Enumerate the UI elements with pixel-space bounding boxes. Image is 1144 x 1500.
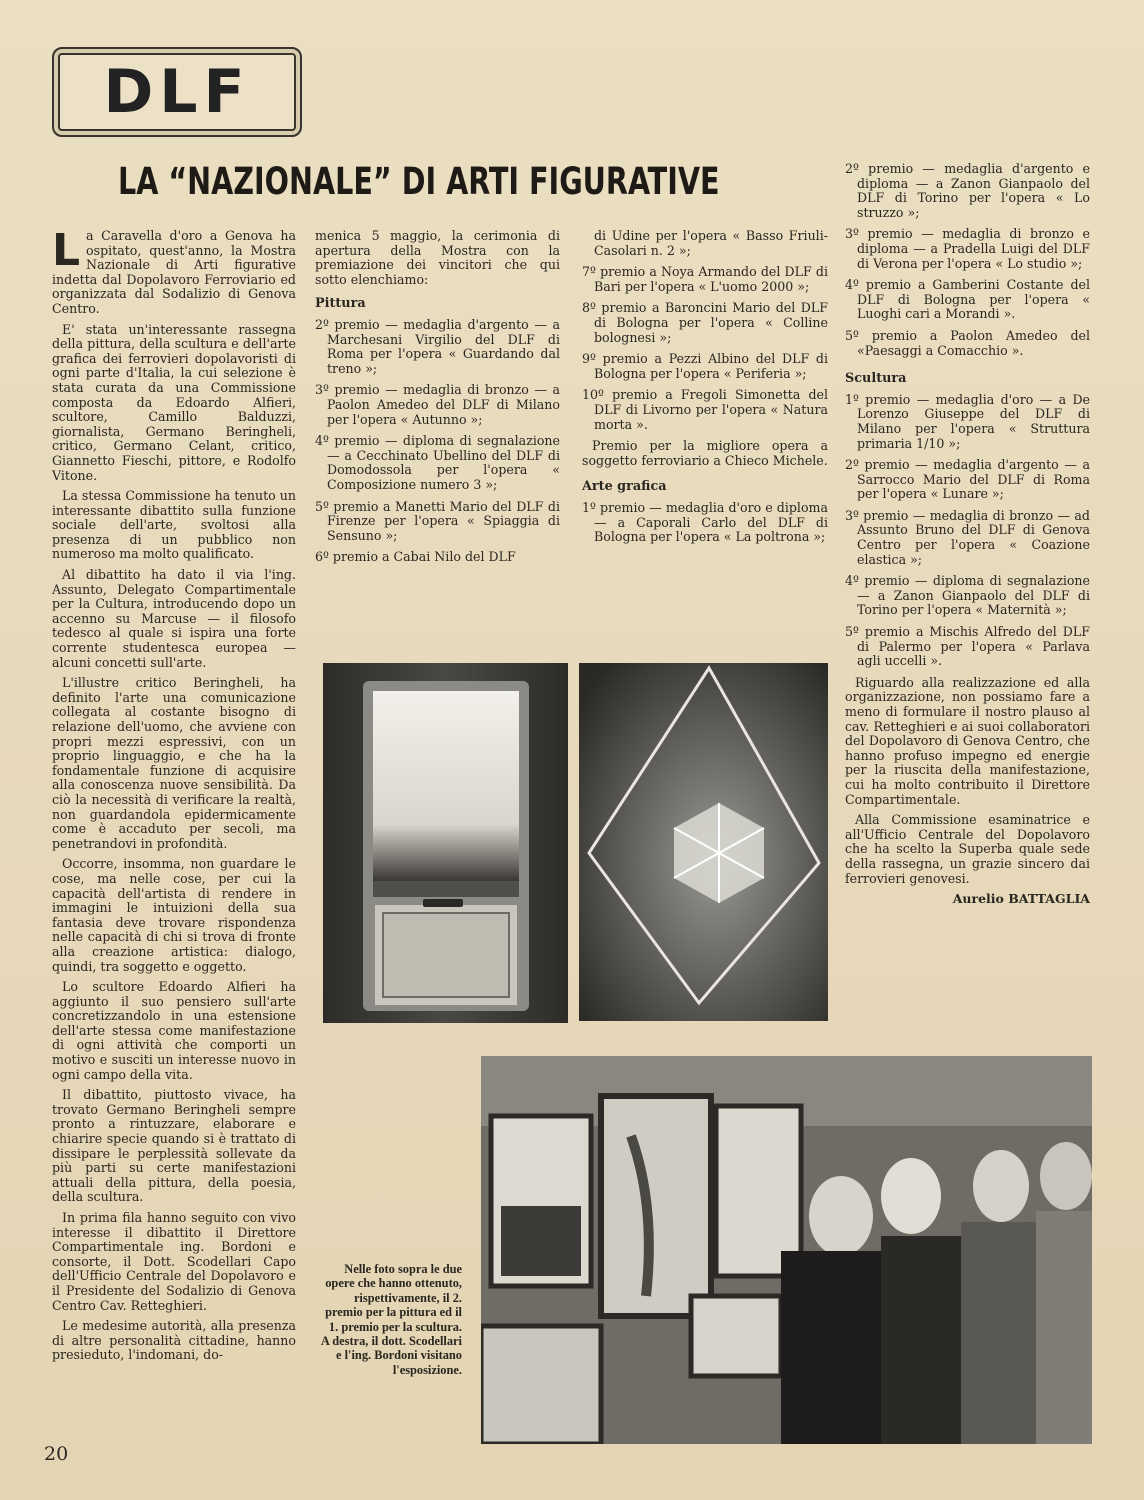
author-signature: Aurelio BATTAGLIA bbox=[952, 891, 1090, 907]
paragraph bbox=[52, 225, 296, 317]
drop-cap: L bbox=[52, 225, 81, 276]
prize-entry: 5º premio a Paolon Amedeo del «Paesaggi a Comacchio ». bbox=[845, 327, 1090, 358]
prize-entry: 2º premio — medaglia d'argento — a Sarrocco Mario del DLF di Roma per l'opera « Lunare »; bbox=[845, 457, 1090, 502]
prize-entry: 4º premio a Gamberini Costante del DLF di Bologna per l'opera « Luoghi cari a Morandi ». bbox=[845, 277, 1090, 322]
paragraph: Lo scultore Edoardo Alfieri ha aggiunto il suo pensiero sull'arte concretizzandolo in una estensione dell'arte stessa come manifestazione di ogni attività che comporti un motivo e susciti un interesse nuovo in ogni campo della vita. bbox=[52, 979, 296, 1082]
paragraph: L'illustre critico Beringheli, ha definito l'arte una comunicazione collegata al costante bisogno di relazione dell'uomo, che avviene con propri mezzi espressivi, con un proprio linguaggio, e che ha la fondamentale funzione di acquisire alla conoscenza nuove sensibilità. Da ciò la necessità di verificare la realtà, non guardandola epidermicamente come è accaduto per secoli, ma penetrandovi in profondità. bbox=[52, 675, 296, 851]
prize-entry: 10º premio a Fregoli Simonetta del DLF di Livorno per l'opera « Natura morta ». bbox=[582, 387, 828, 432]
paragraph-text: a Caravella d'oro a Genova ha ospitato, quest'anno, la Mostra Nazionale di Arti figurative indetta dal Dopolavoro Ferroviario ed organizzata dal Sodalizio di Genova Centro. bbox=[52, 228, 296, 316]
prize-entry: 1º premio — medaglia d'oro e diploma — a Caporali Carlo del DLF di Bologna per l'opera « La poltrona »; bbox=[582, 499, 828, 545]
masthead-logo bbox=[52, 47, 302, 137]
prize-entry: 4º premio — diploma di segnalazione — a Zanon Gianpaolo del DLF di Torino per l'opera « Maternità »; bbox=[845, 573, 1090, 618]
prize-entry: 5º premio a Manetti Mario del DLF di Firenze per l'opera « Spiaggia di Sensuno »; bbox=[315, 498, 560, 543]
prize-entry: 3º premio — medaglia di bronzo — a Paolon Amedeo del DLF di Milano per l'opera « Autunno »; bbox=[315, 382, 560, 427]
paragraph: Il dibattito, piuttosto vivace, ha trovato Germano Beringheli sempre pronto a rintuzzare, elaborare e chiarire specie quando si è trattato di dissipare le perplessità sollevate da più parti su certe manifestazioni attuali della pittura, della poesia, della scultura. bbox=[52, 1087, 296, 1205]
prize-entry: 1º premio — medaglia d'oro — a De Lorenzo Giuseppe del DLF di Milano per l'opera « Struttura primaria 1/10 »; bbox=[845, 391, 1090, 451]
prize-entry: 2º premio — medaglia d'argento e diploma — a Zanon Gianpaolo del DLF di Torino per l'opera « Lo struzzo »; bbox=[845, 161, 1090, 220]
prize-entry: 7º premio a Noya Armando del DLF di Bari per l'opera « L'uomo 2000 »; bbox=[582, 264, 828, 294]
paragraph: Le medesime autorità, alla presenza di altre personalità cittadine, hanno presieduto, l'indomani, do- bbox=[52, 1318, 296, 1363]
prize-entry: 2º premio — medaglia d'argento — a Marchesani Virgilio del DLF di Roma per l'opera « Guardando dal treno »; bbox=[315, 316, 560, 376]
section-heading-arte-grafica: Arte grafica bbox=[582, 479, 667, 495]
prize-entry: 3º premio — medaglia di bronzo — ad Assunto Bruno del DLF di Genova Centro per l'opera « Coazione elastica »; bbox=[845, 507, 1090, 567]
column-2 bbox=[315, 229, 560, 572]
exhibition-visit-photo bbox=[481, 1056, 1092, 1444]
section-heading-scultura: Scultura bbox=[845, 371, 907, 387]
article-headline: LA “NAZIONALE” DI ARTI FIGURATIVE bbox=[118, 160, 720, 203]
paragraph: Alla Commissione esaminatrice e all'Ufficio Centrale del Dopolavoro che ha scelto la Superba quale sede della rassegna, un grazie sincero dai ferrovieri genovesi. bbox=[845, 812, 1090, 886]
column-3 bbox=[582, 229, 828, 552]
paragraph: Occorre, insomma, non guardare le cose, ma nelle cose, per cui la capacità dell'artista di rendere in immagini le intuizioni della sua fantasia deve trovare rispondenza nelle capacità di chi si trova di fronte alla creazione artistica: dialogo, quindi, tra soggetto e oggetto. bbox=[52, 856, 296, 974]
paragraph: menica 5 maggio, la cerimonia di apertura della Mostra con la premiazione dei vincitori che qui sotto elenchiamo: bbox=[315, 228, 560, 287]
paragraph: Riguardo alla realizzazione ed alla organizzazione, non possiamo fare a meno di formulare il nostro plauso al cav. Retteghieri e ai suoi collaboratori del Dopolavoro di Genova Centro, che hanno profuso impegno ed energie per la riuscita della manifestazione, cui ha molto contribuito il Direttore Compartimentale. bbox=[845, 674, 1090, 807]
exhibition-image bbox=[481, 1056, 1092, 1444]
prize-entry: 5º premio a Mischis Alfredo del DLF di Palermo per l'opera « Parlava agli uccelli ». bbox=[845, 624, 1090, 669]
paragraph: Al dibattito ha dato il via l'ing. Assunto, Delegato Compartimentale per la Cultura, introducendo dopo un accenno su Marcuse — il filosofo tedesco al quale si ispira una forte corrente studentesca europea — alcuni concetti sull'arte. bbox=[52, 567, 296, 670]
paragraph: E' stata un'interessante rassegna della pittura, della scultura e dell'arte grafica dei ferrovieri dopolavoristi di ogni parte d'Italia, la cui selezione è stata curata da una Commissione composta da Edoardo Alfieri, scultore, Camillo Balduzzi, giornalista, Germano Beringheli, critico, Germano Celant, critico, Giannetto Fieschi, pittore, e Rodolfo Vitone. bbox=[52, 321, 296, 483]
prize-entry: 4º premio — diploma di segnalazione — a Cecchinato Ubellino del DLF di Domodossola per l'opera « Composizione numero 3 »; bbox=[315, 433, 560, 492]
sculpture-image bbox=[579, 663, 828, 1021]
prize-entry: 6º premio a Cabai Nilo del DLF bbox=[315, 549, 516, 565]
masthead-text: DLF bbox=[103, 57, 251, 127]
prize-continuation: di Udine per l'opera « Basso Friuli-Casolari n. 2 »; bbox=[594, 228, 828, 258]
prize-entry: 3º premio — medaglia di bronzo e diploma — a Pradella Luigi del DLF di Verona per l'opera « Lo studio »; bbox=[845, 226, 1090, 271]
page-number: 20 bbox=[44, 1443, 69, 1465]
section-heading-pittura: Pittura bbox=[315, 296, 366, 312]
sculpture-photo bbox=[579, 663, 828, 1021]
prize-entry: 8º premio a Baroncini Mario del DLF di Bologna per l'opera « Colline bolognesi »; bbox=[582, 300, 828, 345]
paragraph: In prima fila hanno seguito con vivo interesse il dibattito il Direttore Compartimentale ing. Bordoni e consorte, il Dott. Scodellari Capo dell'Ufficio Centrale del Dopolavoro e il Presidente del Sodalizio di Genova Centro Cav. Retteghieri. bbox=[52, 1210, 296, 1313]
paragraph: La stessa Commissione ha tenuto un interessante dibattito sulla funzione sociale dell'arte, svoltosi alla presenza di un pubblico non numeroso ma molto qualificato. bbox=[52, 488, 296, 562]
column-4 bbox=[845, 162, 1090, 907]
paragraph: Premio per la migliore opera a soggetto ferroviario a Chieco Michele. bbox=[582, 438, 828, 468]
prize-entry: 9º premio a Pezzi Albino del DLF di Bologna per l'opera « Periferia »; bbox=[582, 351, 828, 381]
photo-caption: Nelle foto sopra le due opere che hanno ottenuto, rispettivamente, il 2. premio per la pittura ed il 1. premio per la scultura. A destra, il dott. Scodellari e l'ing. Bordoni visitano l'esposizione. bbox=[320, 1262, 462, 1377]
painting-image bbox=[323, 663, 568, 1023]
painting-photo bbox=[323, 663, 568, 1023]
column-1 bbox=[52, 225, 296, 1369]
